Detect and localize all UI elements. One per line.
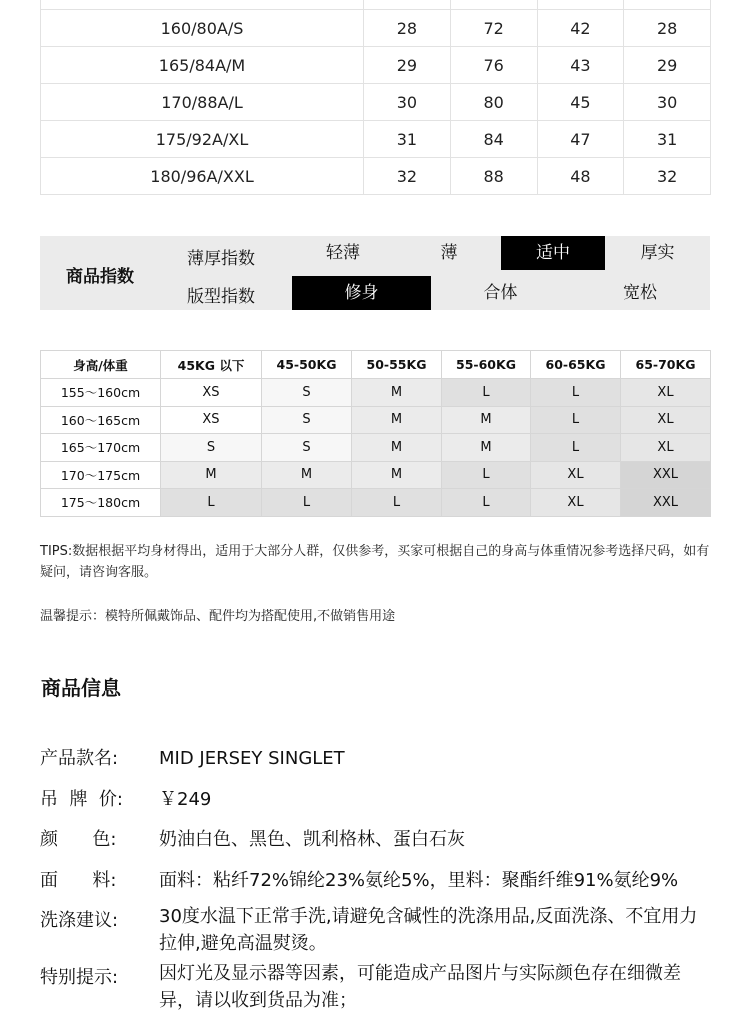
size-cell: XS <box>161 379 262 407</box>
size-cell: M <box>352 379 442 407</box>
measure-cell: 43 <box>537 47 624 84</box>
size-cell: L <box>161 489 262 517</box>
measure-cell: 45 <box>537 84 624 121</box>
table-row <box>41 434 711 462</box>
measure-cell: 29 <box>364 47 451 84</box>
size-cell: XL <box>531 489 621 517</box>
measure-cell: 47 <box>537 121 624 158</box>
thickness-option: 厚实 <box>640 243 675 263</box>
warm-tip-text: 温馨提示：模特所佩戴饰品、配件均为搭配使用,不做销售用途 <box>40 609 396 624</box>
measure-cell: 31 <box>364 121 451 158</box>
size-cell: 160/80A/S <box>41 10 364 47</box>
measure-cell: 72 <box>450 10 537 47</box>
size-chart-table <box>40 0 711 195</box>
size-cell: XXL <box>621 489 711 517</box>
measure-cell: 30 <box>624 84 711 121</box>
product-index-panel <box>40 236 710 310</box>
size-cell: S <box>262 379 352 407</box>
product-info-title: 商品信息 <box>41 676 121 700</box>
size-cell: S <box>262 406 352 434</box>
fit-index-label: 版型指数 <box>187 287 255 307</box>
column-header: 身高/体重 <box>41 351 161 379</box>
table-row <box>41 47 711 84</box>
thickness-index-label: 薄厚指数 <box>187 249 255 269</box>
size-cell: L <box>531 379 621 407</box>
measure-cell: 32 <box>364 158 451 195</box>
height-range-cell: 165～170cm <box>41 434 161 462</box>
size-cell: M <box>262 461 352 489</box>
size-cell: L <box>352 489 442 517</box>
size-cell: XL <box>621 406 711 434</box>
table-row <box>41 489 711 517</box>
table-row <box>41 121 711 158</box>
column-header: 55-60KG <box>442 351 531 379</box>
measure-cell: 32 <box>624 158 711 195</box>
size-cell: L <box>442 461 531 489</box>
table-row <box>41 461 711 489</box>
table-row <box>41 406 711 434</box>
thickness-option: 适中 <box>501 236 605 270</box>
height-range-cell: 170～175cm <box>41 461 161 489</box>
column-header: 65-70KG <box>621 351 711 379</box>
thickness-option: 薄 <box>440 243 458 263</box>
measure-cell: 48 <box>537 158 624 195</box>
size-cell: M <box>442 406 531 434</box>
size-cell: 165/84A/M <box>41 47 364 84</box>
size-cell: XS <box>161 406 262 434</box>
size-cell: 175/92A/XL <box>41 121 364 158</box>
table-row <box>41 379 711 407</box>
fit-option: 修身 <box>292 276 431 310</box>
fit-option: 宽松 <box>623 283 657 303</box>
measure-cell: 76 <box>450 47 537 84</box>
size-recommendation-table <box>40 350 711 517</box>
info-value: 因灯光及显示器等因素，可能造成产品图片与实际颜色存在细微差异，请以收到货品为准； <box>159 963 681 1011</box>
info-key: 洗涤建议: <box>40 910 119 931</box>
size-cell: L <box>531 434 621 462</box>
size-tips-text: TIPS:数据根据平均身材得出，适用于大部分人群，仅供参考，买家可根据自己的身高与体重情况参考选择尺码，如有疑问，请咨询客服。 <box>40 544 710 580</box>
size-cell: L <box>442 379 531 407</box>
info-key: 特别提示: <box>40 967 119 988</box>
column-header: 45KG 以下 <box>161 351 262 379</box>
measure-cell: 28 <box>624 10 711 47</box>
size-cell: M <box>352 461 442 489</box>
size-cell: XL <box>531 461 621 489</box>
size-cell: 170/88A/L <box>41 84 364 121</box>
table-row <box>41 158 711 195</box>
table-header-row <box>41 351 711 379</box>
measure-cell: 28 <box>364 10 451 47</box>
fit-option: 合体 <box>483 283 518 303</box>
info-key: 吊 牌 价: <box>40 789 123 810</box>
info-value: 奶油白色、黑色、凯利格林、蛋白石灰 <box>159 829 465 850</box>
info-value: ￥249 <box>159 789 212 810</box>
size-cell: L <box>531 406 621 434</box>
height-range-cell: 175～180cm <box>41 489 161 517</box>
height-range-cell: 160～165cm <box>41 406 161 434</box>
size-cell: L <box>262 489 352 517</box>
info-key: 产品款名: <box>40 748 119 769</box>
size-cell: XXL <box>621 461 711 489</box>
measure-cell: 88 <box>450 158 537 195</box>
info-value: MID JERSEY SINGLET <box>159 748 345 769</box>
column-header: 50-55KG <box>352 351 442 379</box>
size-cell: XL <box>621 434 711 462</box>
info-key: 面 料: <box>40 870 117 891</box>
height-range-cell: 155～160cm <box>41 379 161 407</box>
measure-cell: 84 <box>450 121 537 158</box>
info-value: 面料：粘纤72%锦纶23%氨纶5%，里料：聚酯纤维91%氨纶9% <box>159 870 679 891</box>
size-cell: M <box>442 434 531 462</box>
table-row <box>41 0 711 10</box>
table-row <box>41 84 711 121</box>
info-key: 颜 色: <box>40 829 117 850</box>
size-cell: XL <box>621 379 711 407</box>
measure-cell: 29 <box>624 47 711 84</box>
info-value: 30度水温下正常手洗,请避免含碱性的洗涤用品,反面洗涤、不宜用力拉伸,避免高温熨烫。 <box>159 906 698 954</box>
column-header: 45-50KG <box>262 351 352 379</box>
measure-cell: 42 <box>537 10 624 47</box>
size-cell: M <box>352 434 442 462</box>
size-cell: M <box>161 461 262 489</box>
measure-cell: 30 <box>364 84 451 121</box>
size-cell: S <box>262 434 352 462</box>
product-index-title: 商品指数 <box>66 267 134 287</box>
size-cell: S <box>161 434 262 462</box>
size-cell: 180/96A/XXL <box>41 158 364 195</box>
measure-cell: 80 <box>450 84 537 121</box>
size-cell: L <box>442 489 531 517</box>
thickness-option: 轻薄 <box>326 243 360 263</box>
size-cell: M <box>352 406 442 434</box>
table-row <box>41 10 711 47</box>
measure-cell: 31 <box>624 121 711 158</box>
column-header: 60-65KG <box>531 351 621 379</box>
